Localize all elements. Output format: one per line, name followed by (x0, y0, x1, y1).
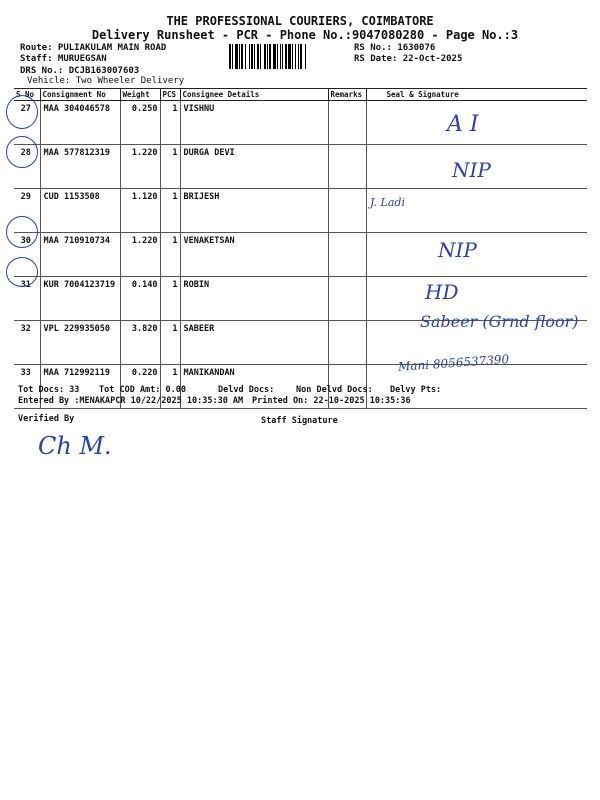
barcode-bar (251, 44, 253, 69)
cell-consignment: MAA 712992119 (40, 365, 120, 409)
cell-consignee: VISHNU (180, 101, 328, 145)
barcode-bar (232, 44, 233, 69)
printed-on: Printed On: 22-10-2025 10:35:36 (252, 396, 411, 406)
col-consignment-header: Consignment No (40, 89, 120, 101)
cell-sno: 29 (14, 189, 40, 233)
route-label: Route: PULIAKULAM MAIN ROAD (20, 43, 167, 53)
cell-pcs: 1 (160, 145, 180, 189)
drs-number: DRS No.: DCJB163007603 (20, 66, 140, 76)
table-row (14, 145, 587, 189)
handwritten-circle (6, 95, 38, 129)
barcode-bar (264, 44, 266, 69)
tot-docs: Tot Docs: 33 (18, 385, 80, 395)
cell-weight: 3.820 (120, 321, 160, 365)
barcode-bar (285, 44, 287, 69)
cell-sno: 30 (14, 233, 40, 277)
col-seal-header: Seal & Signature (366, 89, 587, 101)
handwritten-circle (6, 216, 38, 248)
cell-remarks (328, 189, 366, 233)
cell-pcs: 1 (160, 101, 180, 145)
handwritten-circle (6, 257, 38, 287)
barcode-bar (229, 44, 231, 69)
signature-28: NIP (452, 158, 491, 182)
col-remarks-header: Remarks (328, 89, 366, 101)
company-title: THE PROFESSIONAL COURIERS, COIMBATORE (166, 14, 434, 28)
cell-weight: 0.250 (120, 101, 160, 145)
cell-sno: 27 (14, 101, 40, 145)
cell-sno: 31 (14, 277, 40, 321)
barcode-bar (292, 44, 293, 69)
barcode (229, 44, 351, 69)
barcode-bar (295, 44, 296, 69)
tot-cod-amount: Tot COD Amt: 0.00 (99, 385, 186, 395)
barcode-bar (288, 44, 291, 69)
signature-33: Mani 8056537390 (397, 352, 510, 374)
cell-consignee: DURGA DEVI (180, 145, 328, 189)
barcode-bar (235, 44, 238, 69)
delvy-pts: Delvy Pts: (390, 385, 442, 395)
rs-date: RS Date: 22-Oct-2025 (354, 54, 463, 64)
cell-remarks (328, 321, 366, 365)
signature-29: J. Ladi (370, 196, 405, 209)
cell-consignee: SABEER (180, 321, 328, 365)
cell-pcs: 1 (160, 321, 180, 365)
cell-weight: 1.120 (120, 189, 160, 233)
col-sno-header: S No (14, 89, 40, 101)
cell-consignment: MAA 304046578 (40, 101, 120, 145)
barcode-bar (280, 44, 281, 69)
cell-pcs: 1 (160, 189, 180, 233)
cell-remarks (328, 145, 366, 189)
cell-consignment: MAA 710910734 (40, 233, 120, 277)
cell-weight: 1.220 (120, 145, 160, 189)
cell-pcs: 1 (160, 233, 180, 277)
barcode-bar (249, 44, 250, 69)
table-row (14, 101, 587, 145)
barcode-bar (254, 44, 255, 69)
cell-sno: 33 (14, 365, 40, 409)
verified-by-label: Verified By (18, 414, 75, 424)
cell-consignee: VENAKETSAN (180, 233, 328, 277)
signature-30: NIP (438, 238, 477, 262)
barcode-bar (298, 44, 299, 69)
cell-sno: 28 (14, 145, 40, 189)
col-weight-header: Weight (120, 89, 160, 101)
staff-label: Staff: MURUEGSAN (20, 54, 107, 64)
cell-consignee: MANIKANDAN (180, 365, 328, 409)
table-row (14, 189, 587, 233)
cell-remarks (328, 233, 366, 277)
staff-signature-label: Staff Signature (261, 416, 338, 426)
signature-31: HD (425, 280, 459, 304)
entered-by: Entered By :MENAKAPCR 10/22/2025 10:35:30 AM (18, 396, 244, 406)
cell-consignee: ROBIN (180, 277, 328, 321)
barcode-bar (241, 44, 243, 69)
cell-pcs: 1 (160, 277, 180, 321)
table-header-row (14, 89, 587, 101)
delvd-docs: Delvd Docs: (218, 385, 275, 395)
cell-pcs: 1 (160, 365, 180, 409)
verified-signature: Ch M. (38, 432, 112, 460)
signature-32: Sabeer (Grnd floor) (420, 312, 579, 331)
cell-consignment: VPL 229935050 (40, 321, 120, 365)
cell-sno: 32 (14, 321, 40, 365)
barcode-bar (239, 44, 240, 69)
non-delvd-docs: Non Delvd Docs: (296, 385, 373, 395)
barcode-bar (267, 44, 268, 69)
table-row (14, 233, 587, 277)
handwritten-circle (6, 136, 38, 168)
cell-consignee: BRIJESH (180, 189, 328, 233)
cell-remarks (328, 277, 366, 321)
barcode-bar (277, 44, 278, 69)
cell-consignment: CUD 1153508 (40, 189, 120, 233)
barcode-bar (245, 44, 246, 69)
cell-remarks (328, 101, 366, 145)
barcode-bar (273, 44, 276, 69)
cell-weight: 1.220 (120, 233, 160, 277)
col-consignee-header: Consignee Details (180, 89, 328, 101)
vehicle-label: Vehicle: Two Wheeler Delivery (27, 76, 185, 86)
rs-number: RS No.: 1630076 (354, 43, 436, 53)
cell-weight: 0.220 (120, 365, 160, 409)
col-pcs-header: PCS (160, 89, 180, 101)
barcode-bar (282, 44, 283, 69)
runsheet-subtitle: Delivery Runsheet - PCR - Phone No.:9047080280 - Page No.:3 (91, 28, 519, 42)
barcode-bar (269, 44, 271, 69)
barcode-bar (260, 44, 261, 69)
barcode-bar (305, 44, 306, 69)
barcode-bar (257, 44, 259, 69)
cell-consignment: KUR 7004123719 (40, 277, 120, 321)
barcode-bar (300, 44, 302, 69)
cell-weight: 0.140 (120, 277, 160, 321)
cell-consignment: MAA 577812319 (40, 145, 120, 189)
signature-27: A I (447, 112, 479, 137)
